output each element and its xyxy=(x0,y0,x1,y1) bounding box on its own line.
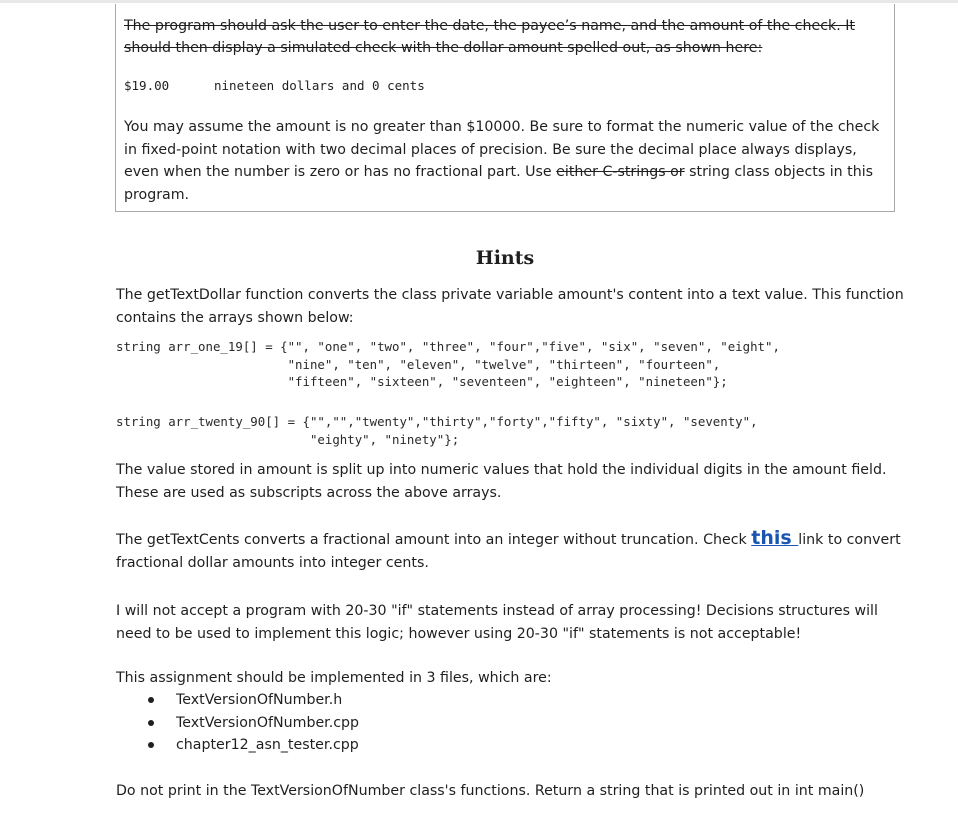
list-item xyxy=(116,689,359,712)
file-list xyxy=(116,689,359,757)
list-item xyxy=(116,712,359,735)
file-name: TextVersionOfNumber.cpp xyxy=(176,714,360,731)
cents-text-1: The getTextCents converts a fractional amount into an integer without truncation. Check xyxy=(116,532,752,548)
assume-struck-text: either C-strings or xyxy=(556,164,685,180)
assume-text-1: You may assume the amount is no greater than $10000. Be sure to format the numeric value of the check in fixed-point notation with two decimal places of precision. Be sure the decimal place always displays, even when the number is zero or has no fractional part. Use xyxy=(124,119,880,180)
hint-files-intro: This assignment should be implemented in 3 files, which are: xyxy=(116,670,552,686)
file-name: TextVersionOfNumber.h xyxy=(176,692,343,708)
file-name: chapter12_asn_tester.cpp xyxy=(176,737,359,753)
bullet-icon xyxy=(148,742,154,748)
assume-text-2: string class objects in this program. xyxy=(124,164,874,203)
this-link[interactable]: this xyxy=(751,527,799,549)
list-item xyxy=(116,734,359,757)
sample-check-amount: $19.00 xyxy=(124,78,170,93)
bullet-icon xyxy=(148,697,154,703)
cents-text-2: link to convert fractional dollar amounts into integer cents. xyxy=(116,532,901,571)
code-arr-twenty-90: string arr_twenty_90[] = {"","","twenty","thirty","forty","fifty", "sixty", "seventy", "eighty", "ninety"}; xyxy=(116,414,758,447)
struck-instructions: The program should ask the user to enter the date, the payee’s name, and the amount of the check. It should then display a simulated check with the dollar amount spelled out, as shown here: xyxy=(124,18,855,56)
bullet-icon xyxy=(148,720,154,726)
hints-heading: Hints xyxy=(475,247,535,269)
hint-gettextdollar: The getTextDollar function converts the class private variable amount's content into a text value. This function contains the arrays shown below: xyxy=(116,287,904,326)
code-arr-one-19: string arr_one_19[] = {"", "one", "two", "three", "four","five", "six", "seven", "eight", "nine", "ten", "eleven", "twelve", "thirteen", "fourteen", "fifteen", "sixteen", "seventeen", "eighteen", "nineteen"}; xyxy=(116,339,780,389)
hint-gettextcents xyxy=(116,527,916,574)
sample-check-words: nineteen dollars and 0 cents xyxy=(214,78,425,93)
hint-split-digits: The value stored in amount is split up into numeric values that hold the individual digits in the amount field. These are used as subscripts across the above arrays. xyxy=(116,462,887,501)
assumptions-paragraph xyxy=(124,116,884,206)
top-divider xyxy=(0,0,958,3)
hint-if-statements: I will not accept a program with 20-30 "if" statements instead of array processing! Decisions structures will need to be used to implement this logic; however using 20-30 "if" statements is not acceptable! xyxy=(116,603,878,642)
hint-no-print: Do not print in the TextVersionOfNumber class's functions. Return a string that is printed out in int main() xyxy=(116,783,865,799)
